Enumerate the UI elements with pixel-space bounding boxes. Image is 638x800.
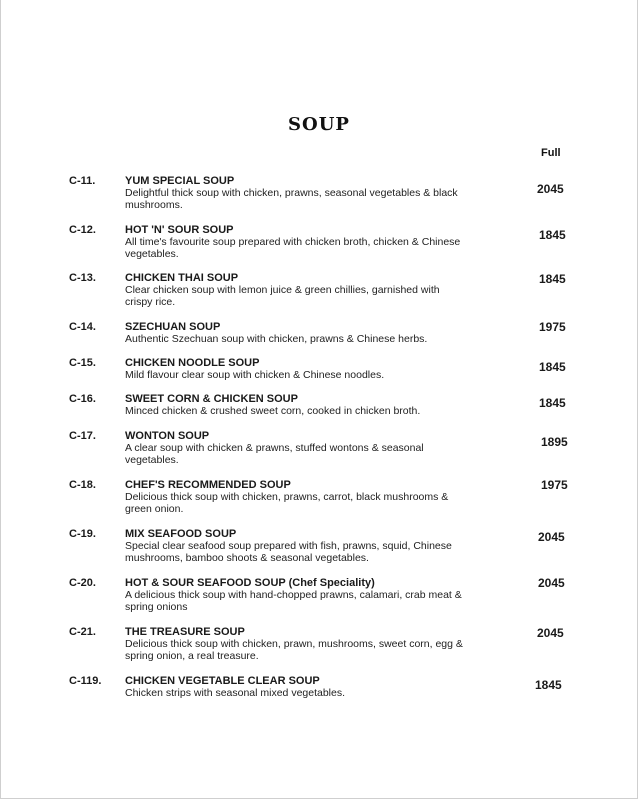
item-price: 2045 — [538, 576, 565, 590]
item-code: C-18. — [69, 479, 96, 491]
item-name: WONTON SOUP — [125, 430, 210, 442]
item-code: C-19. — [69, 528, 96, 540]
item-code: C-11. — [69, 175, 96, 187]
item-code: C-14. — [69, 321, 96, 333]
item-description: Delightful thick soup with chicken, prawns, seasonal vegetables & black mushrooms. — [125, 187, 458, 211]
section-title: SOUP — [288, 114, 350, 135]
item-code: C-16. — [69, 393, 96, 405]
item-code: C-119. — [69, 675, 102, 687]
item-description: Minced chicken & crushed sweet corn, cooked in chicken broth. — [125, 405, 421, 417]
item-code: C-17. — [69, 430, 96, 442]
item-name: SWEET CORN & CHICKEN SOUP — [125, 393, 298, 405]
item-price: 2045 — [537, 182, 564, 196]
item-code: C-13. — [69, 272, 96, 284]
item-description: Clear chicken soup with lemon juice & green chillies, garnished with crispy rice. — [125, 284, 440, 308]
item-price: 1845 — [535, 678, 562, 692]
item-description: Mild flavour clear soup with chicken & Chinese noodles. — [125, 369, 385, 381]
item-description: A clear soup with chicken & prawns, stuffed wontons & seasonal vegetables. — [125, 442, 424, 466]
item-description: Special clear seafood soup prepared with fish, prawns, squid, Chinese mushrooms, bamboo shoots & seasonal vegetables. — [125, 540, 452, 564]
item-price: 1895 — [541, 435, 568, 449]
item-price: 2045 — [537, 626, 564, 640]
item-name: CHICKEN NOODLE SOUP — [125, 357, 260, 369]
item-name: CHICKEN THAI SOUP — [125, 272, 239, 284]
item-name: MIX SEAFOOD SOUP — [125, 528, 237, 540]
price-column-header: Full — [541, 147, 561, 159]
item-code: C-12. — [69, 224, 96, 236]
item-description: All time's favourite soup prepared with chicken broth, chicken & Chinese vegetables. — [125, 236, 461, 260]
item-description: Delicious thick soup with chicken, prawn, mushrooms, sweet corn, egg & spring onion, a real treasure. — [125, 638, 463, 662]
item-price: 1975 — [539, 320, 566, 334]
item-price: 1845 — [539, 360, 566, 374]
item-price: 1975 — [541, 478, 568, 492]
item-price: 2045 — [538, 530, 565, 544]
item-code: C-15. — [69, 357, 96, 369]
item-price: 1845 — [539, 396, 566, 410]
item-name: SZECHUAN SOUP — [125, 321, 221, 333]
item-description: A delicious thick soup with hand-chopped prawns, calamari, crab meat & spring onions — [125, 589, 462, 613]
item-name: CHICKEN VEGETABLE CLEAR SOUP — [125, 675, 320, 687]
item-code: C-21. — [69, 626, 96, 638]
item-name: CHEF'S RECOMMENDED SOUP — [125, 479, 291, 491]
item-name: YUM SPECIAL SOUP — [125, 175, 235, 187]
item-name: THE TREASURE SOUP — [125, 626, 245, 638]
item-name: HOT 'N' SOUR SOUP — [125, 224, 234, 236]
item-price: 1845 — [539, 272, 566, 286]
item-description: Delicious thick soup with chicken, prawns, carrot, black mushrooms & green onion. — [125, 491, 449, 515]
item-description: Authentic Szechuan soup with chicken, prawns & Chinese herbs. — [125, 333, 428, 345]
item-price: 1845 — [539, 228, 566, 242]
item-name: HOT & SOUR SEAFOOD SOUP (Chef Speciality) — [125, 577, 375, 589]
item-description: Chicken strips with seasonal mixed vegetables. — [125, 687, 346, 699]
item-code: C-20. — [69, 577, 96, 589]
